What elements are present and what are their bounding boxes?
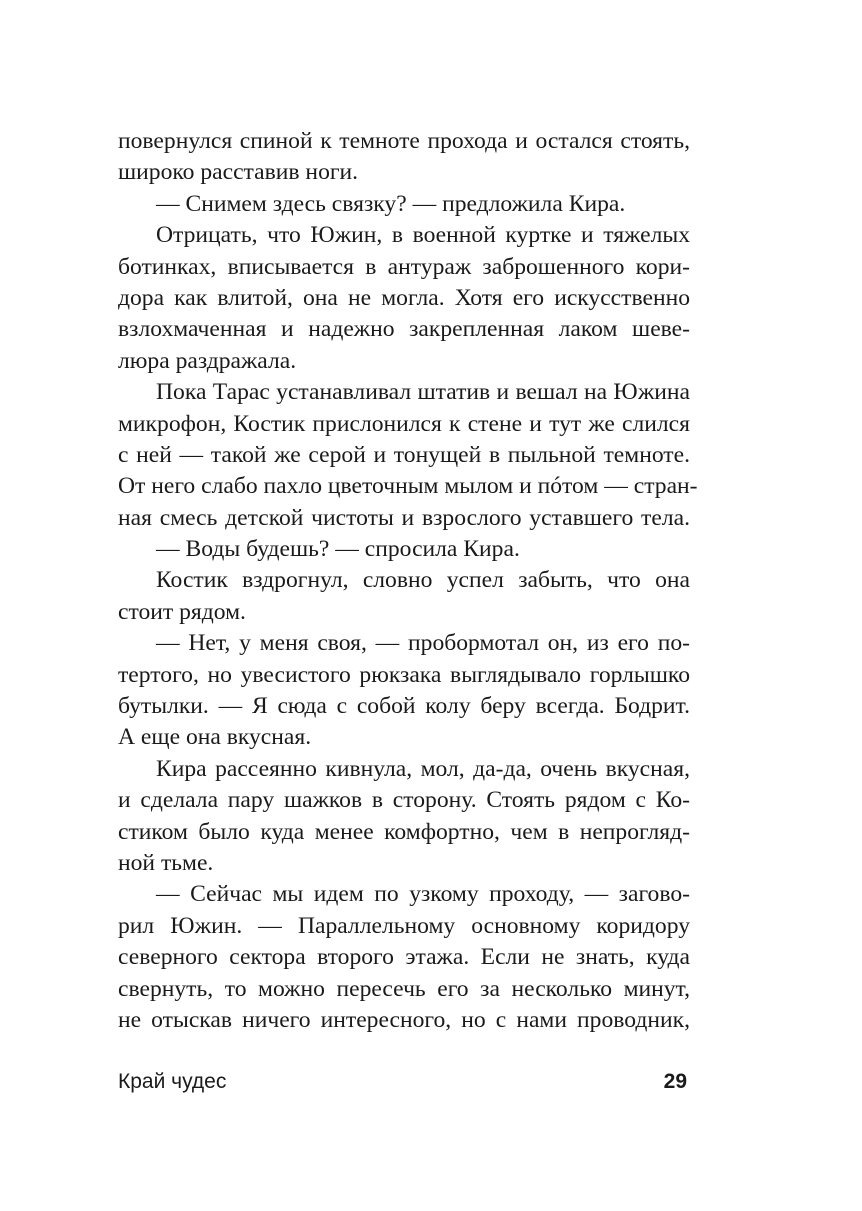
page-number: 29 xyxy=(663,1070,687,1093)
text-line: дора как влитой, она не могла. Хотя его искусственно xyxy=(118,284,690,311)
text-line: От него слабо пахло цветочным мылом и пóтом — стран- xyxy=(118,473,698,500)
text-line: — Снимем здесь связку? — предложила Кира. xyxy=(156,190,626,217)
text-line: свернуть, то можно пересечь его за несколько минут, xyxy=(118,975,690,1002)
text-line: Отрицать, что Южин, в военной куртке и тяжелых xyxy=(156,222,690,249)
text-line: ботинках, вписывается в антураж заброшенного кори- xyxy=(118,253,690,280)
text-line: — Сейчас мы идем по узкому проходу, — загово- xyxy=(156,881,690,908)
text-line: бутылки. — Я сюда с собой колу беру всегда. Бодрит. xyxy=(118,693,690,720)
text-line: широко расставив ноги. xyxy=(118,159,359,186)
body-text xyxy=(118,126,698,1036)
text-line: люра раздражала. xyxy=(118,347,297,374)
running-footer-title: Край чудес xyxy=(118,1070,227,1093)
text-line: взлохмаченная и надежно закрепленная лаком шеве- xyxy=(118,316,690,343)
text-line: с ней — такой же серой и тонущей в пыльной темноте. xyxy=(118,441,690,468)
text-line: стоит рядом. xyxy=(118,598,246,625)
text-line: ной тьме. xyxy=(118,849,214,876)
text-line: ная смесь детской чистоты и взрослого уставшего тела. xyxy=(118,504,690,531)
text-line: — Нет, у меня своя, — пробормотал он, из его по- xyxy=(156,630,690,657)
text-line: А еще она вкусная. xyxy=(118,724,312,751)
text-line: стиком было куда менее комфортно, чем в непрогляд- xyxy=(118,818,690,845)
text-line: и сделала пару шажков в сторону. Стоять рядом с Ко- xyxy=(118,787,690,814)
text-line: — Воды будешь? — спросила Кира. xyxy=(156,536,520,563)
text-line: северного сектора второго этажа. Если не знать, куда xyxy=(118,944,690,971)
text-line: микрофон, Костик прислонился к стене и тут же слился xyxy=(118,410,690,437)
text-line: рил Южин. — Параллельному основному коридору xyxy=(118,912,690,939)
text-line: Костик вздрогнул, словно успел забыть, что она xyxy=(156,567,690,594)
text-line: Кира рассеянно кивнула, мол, да-да, очень вкусная, xyxy=(156,755,690,782)
text-line: тертого, но увесистого рюкзака выглядывало горлышко xyxy=(118,661,690,688)
text-line: не отыскав ничего интересного, но с нами проводник, xyxy=(118,1006,690,1033)
text-line: Пока Тарас устанавливал штатив и вешал на Южина xyxy=(156,379,690,406)
text-line: повернулся спиной к темноте прохода и остался стоять, xyxy=(118,128,690,154)
